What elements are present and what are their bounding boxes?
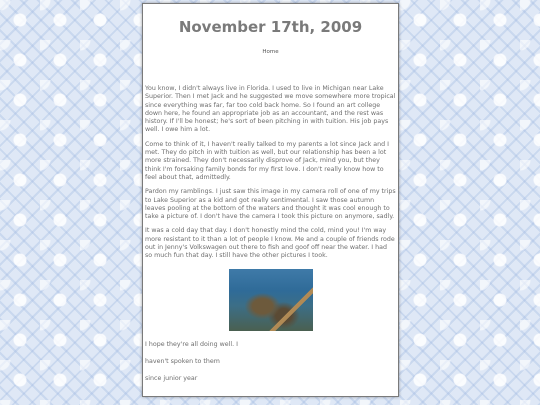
footer-line: haven't spoken to them	[145, 357, 220, 365]
lake-photo	[229, 269, 313, 331]
post-paragraph: You know, I didn't always live in Florida. I used to live in Michigan near Lake Superior. Then I met Jack and he suggested we move somewhere more tropical since everything was far, far too cold back home. So I found an art college down here, he found an appropriate job as an accountant, and the rest was history. If I'll be honest; he's sort of been pitching in with tuition. His job pays well. I owe him a lot.	[145, 85, 396, 134]
post-paragraph: It was a cold day that day. I don't honestly mind the cold, mind you! I'm way more resistant to it than a lot of people I know. Me and a couple of friends rode out in Jenny's Volkswagen out there to fish and goof off near the water. I had so much fun that day. I still have the other pictures I took.	[145, 227, 395, 260]
page-title: November 17th, 2009	[178, 18, 363, 36]
blog-post	[143, 85, 398, 331]
footer-line: I hope they're all doing well. I	[145, 340, 239, 348]
post-paragraph: Come to think of it, I haven't really talked to my parents a lot since Jack and I met. They do pitch in with tuition as well, but our relationship has been a lot more strained. They don't necessarily disprove of Jack, mind you, but they think I'm forsaking family bonds for my first love. I don't really know how to feel about that, admittedly.	[145, 140, 389, 181]
blog-page	[142, 3, 399, 397]
post-footer-text	[143, 341, 398, 383]
home-link[interactable]: Home	[262, 49, 279, 55]
footer-line: since junior year	[145, 374, 198, 382]
post-paragraph: Pardon my ramblings. I just saw this image in my camera roll of one of my trips to Lake Superior as a kid and got really sentimental. I saw those autumn leaves pooling at the bottom of the waters and thought it was cool enough to take a picture of. I don't have the camera I took this picture on anymore, sadly.	[145, 188, 396, 221]
nav-bar	[143, 49, 398, 55]
